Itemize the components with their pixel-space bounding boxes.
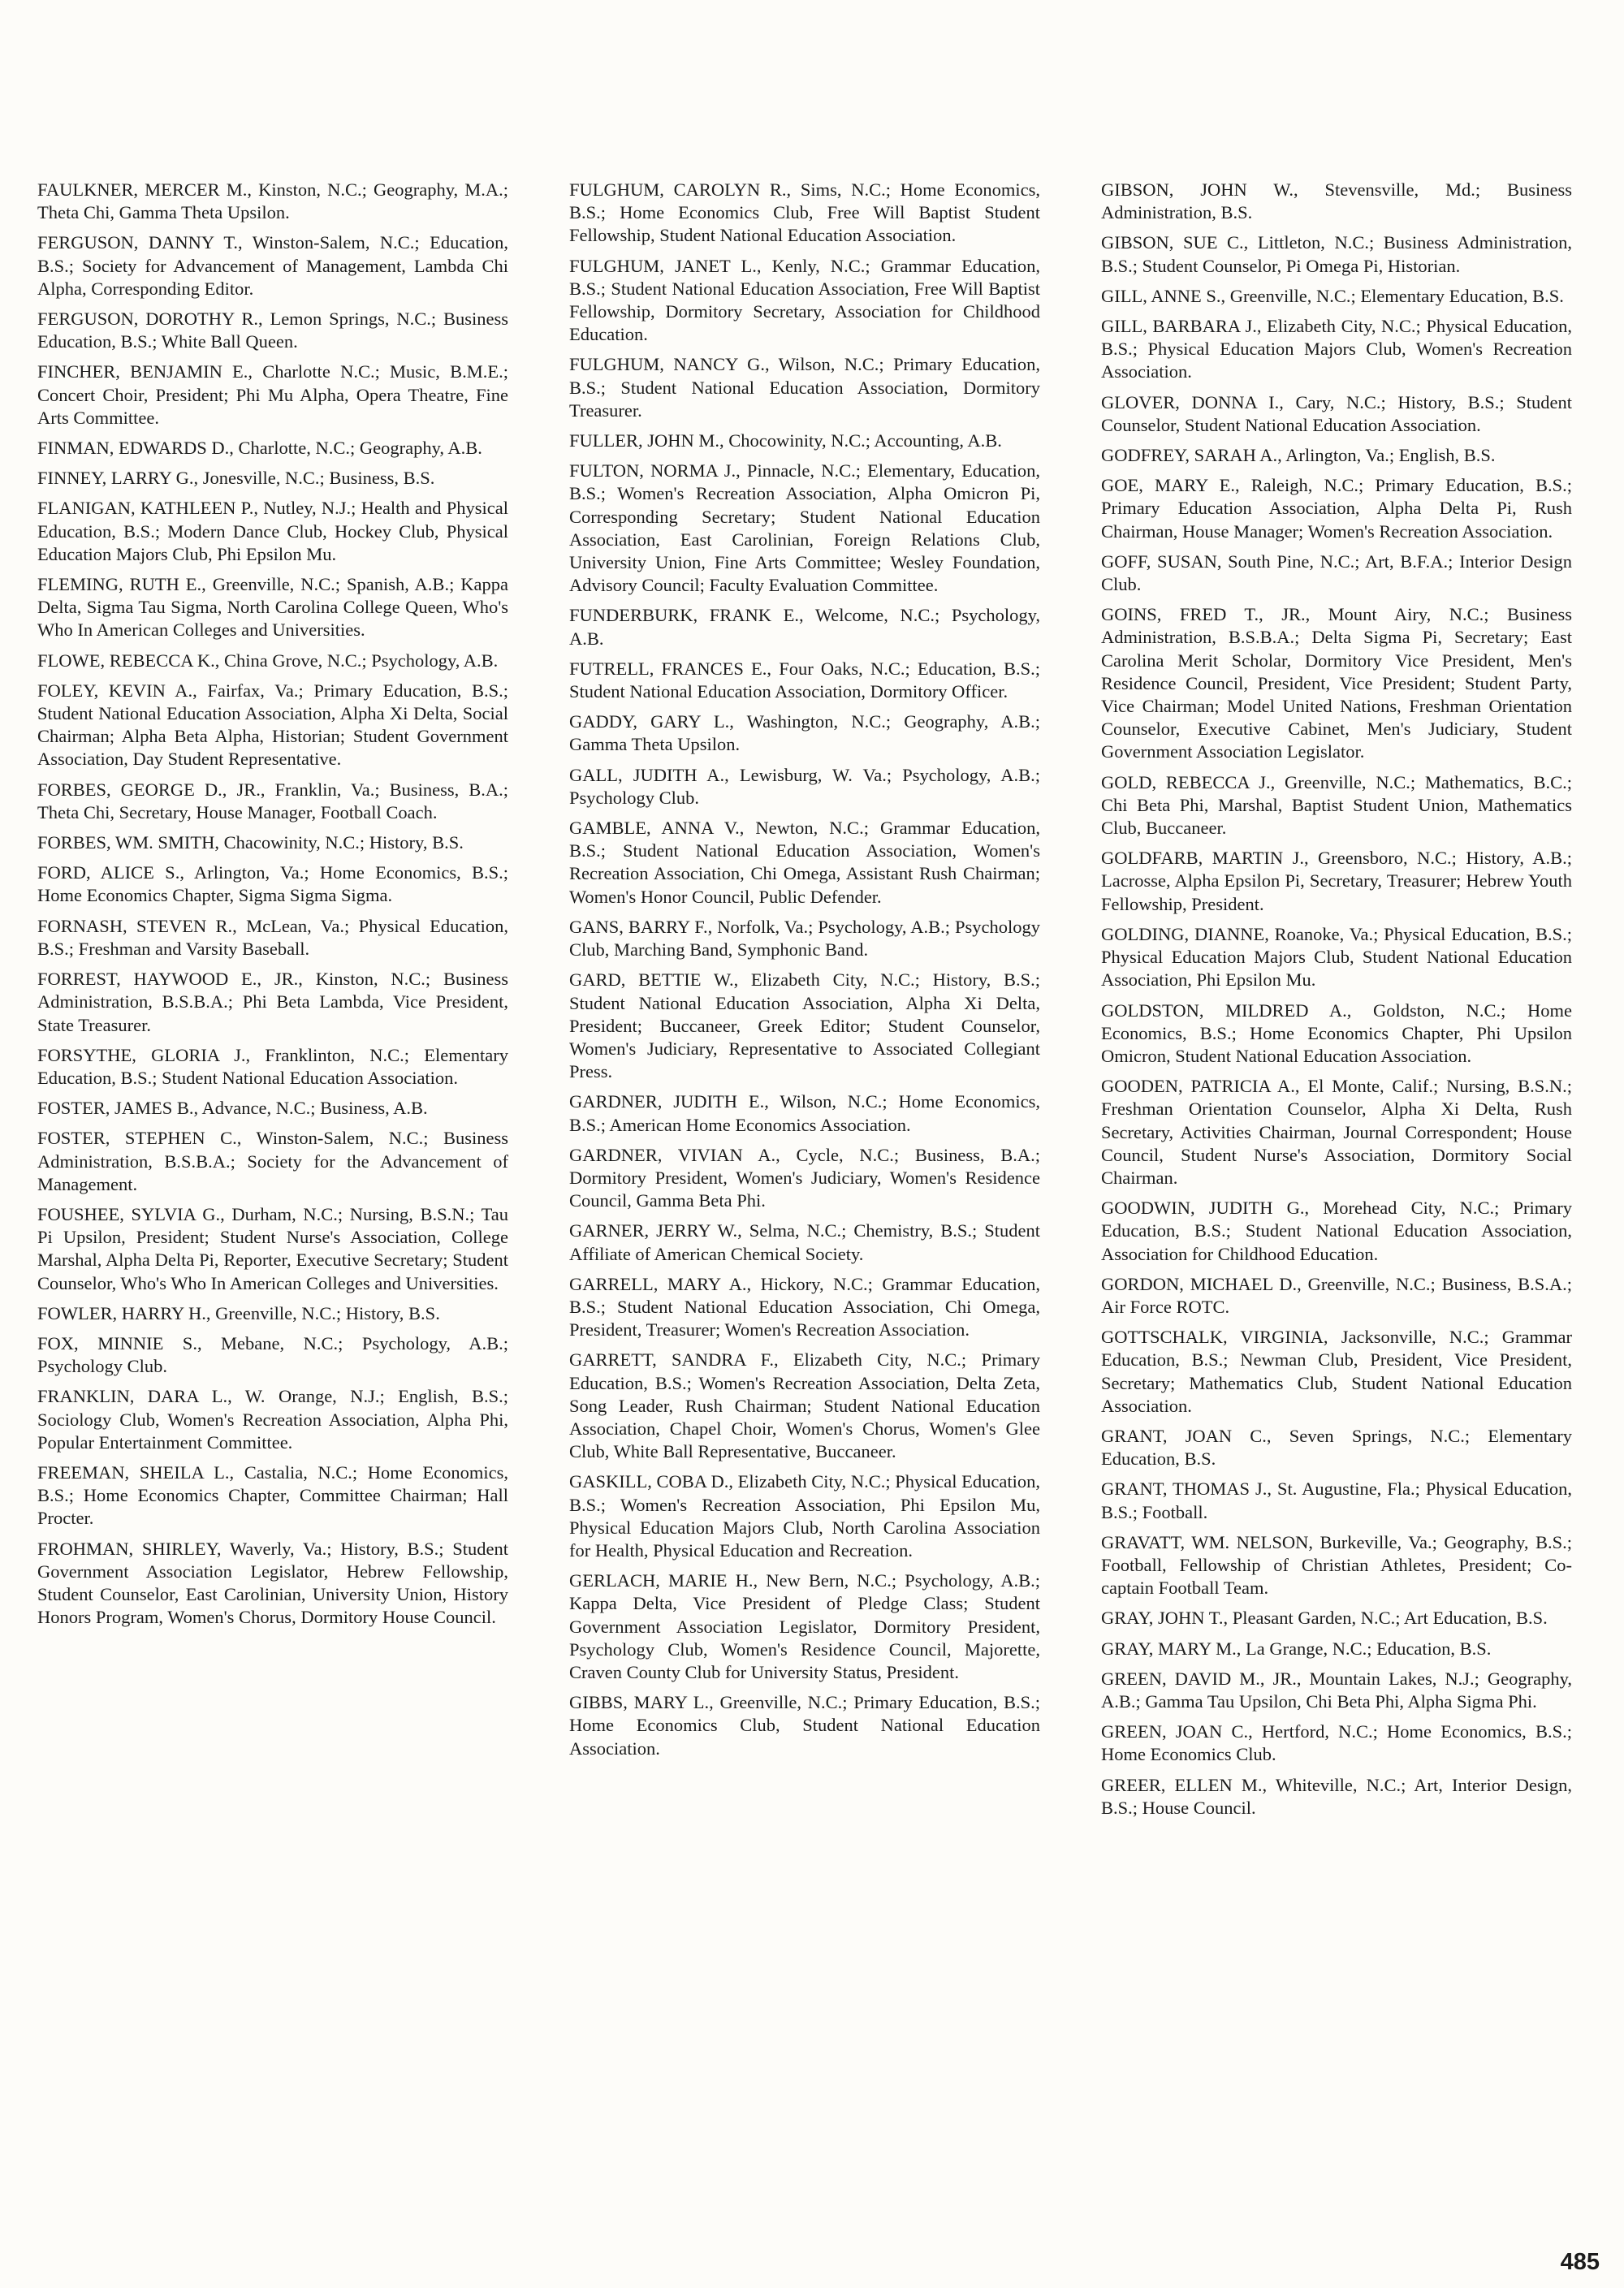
directory-entry: GIBSON, JOHN W., Stevensville, Md.; Business Administration, B.S. xyxy=(1101,179,1572,223)
directory-entry: FOWLER, HARRY H., Greenville, N.C.; History, B.S. xyxy=(37,1302,440,1323)
directory-entry: FORBES, GEORGE D., JR., Franklin, Va.; Business, B.A.; Theta Chi, Secretary, House Manager, Football Coach. xyxy=(37,779,508,822)
directory-entry: GADDY, GARY L., Washington, N.C.; Geography, A.B.; Gamma Theta Upsilon. xyxy=(569,711,1040,755)
directory-entry: GOLDSTON, MILDRED A., Goldston, N.C.; Home Economics, B.S.; Home Economics Chapter, Phi Upsilon Omicron, Student National Education Association. xyxy=(1101,999,1572,1066)
directory-entry: GRAVATT, WM. NELSON, Burkeville, Va.; Geography, B.S.; Football, Fellowship of Christian Athletes, President; Co-captain Football Team. xyxy=(1101,1531,1572,1599)
directory-entry: GARRELL, MARY A., Hickory, N.C.; Grammar Education, B.S.; Student National Education Association, Chi Omega, President, Treasurer; Women's Recreation Association. xyxy=(569,1273,1040,1340)
directory-entry: GILL, BARBARA J., Elizabeth City, N.C.; Physical Education, B.S.; Physical Education Majors Club, Women's Recreation Association. xyxy=(1101,316,1572,382)
directory-entry: GREER, ELLEN M., Whiteville, N.C.; Art, Interior Design, B.S.; House Council. xyxy=(1101,1774,1572,1818)
directory-entry: GOFF, SUSAN, South Pine, N.C.; Art, B.F.A.; Interior Design Club. xyxy=(1101,550,1572,595)
directory-entry: FORNASH, STEVEN R., McLean, Va.; Physical Education, B.S.; Freshman and Varsity Baseball. xyxy=(37,915,508,959)
directory-entry: GOODWIN, JUDITH G., Morehead City, N.C.; Primary Education, B.S.; Student National Education Association, Association for Childhood Education. xyxy=(1101,1198,1572,1264)
directory-entry: GOLDING, DIANNE, Roanoke, Va.; Physical Education, B.S.; Physical Education Majors Club, Student National Education Association, Phi Epsilon Mu. xyxy=(1101,923,1572,991)
directory-entry: FULGHUM, NANCY G., Wilson, N.C.; Primary Education, B.S.; Student National Education Association, Dormitory Treasurer. xyxy=(569,354,1040,421)
directory-entry: GRANT, JOAN C., Seven Springs, N.C.; Elementary Education, B.S. xyxy=(1101,1425,1572,1470)
directory-entry: GERLACH, MARIE H., New Bern, N.C.; Psychology, A.B.; Kappa Delta, Vice President of Pledge Class; Student Government Association Legislator, Dormitory President, Psychology Club, Women's Residence Council, Majorette, Craven County Club for University Status, President. xyxy=(569,1570,1040,1682)
directory-entry: FOLEY, KEVIN A., Fairfax, Va.; Primary Education, B.S.; Student National Education Association, Alpha Xi Delta, Social Chairman; Alpha Beta Alpha, Historian; Student Government Association, Day Student Representative. xyxy=(37,680,508,770)
directory-entry: GOTTSCHALK, VIRGINIA, Jacksonville, N.C.; Grammar Education, B.S.; Newman Club, President, Vice President, Secretary; Mathematics Club, Student National Education Association. xyxy=(1101,1327,1572,1416)
directory-entry: GRAY, MARY M., La Grange, N.C.; Education, B.S. xyxy=(1101,1638,1492,1659)
directory-entry: GORDON, MICHAEL D., Greenville, N.C.; Business, B.S.A.; Air Force ROTC. xyxy=(1101,1273,1572,1317)
directory-entry: GREEN, JOAN C., Hertford, N.C.; Home Economics, B.S.; Home Economics Club. xyxy=(1101,1721,1572,1765)
directory-entry: GIBSON, SUE C., Littleton, N.C.; Business Administration, B.S.; Student Counselor, Pi Omega Pi, Historian. xyxy=(1101,232,1572,276)
directory-entry: FROHMAN, SHIRLEY, Waverly, Va.; History, B.S.; Student Government Association Legislator, Hebrew Fellowship, Student Counselor, East Carolinian, University Union, History Honors Program, Women's Chorus, Dormitory House Council. xyxy=(37,1538,508,1628)
directory-entry: GALL, JUDITH A., Lewisburg, W. Va.; Psychology, A.B.; Psychology Club. xyxy=(569,764,1040,808)
directory-entry: GODFREY, SARAH A., Arlington, Va.; English, B.S. xyxy=(1101,445,1496,466)
directory-entry: GANS, BARRY F., Norfolk, Va.; Psychology, A.B.; Psychology Club, Marching Band, Symphonic Band. xyxy=(569,916,1040,961)
directory-entry: FLANIGAN, KATHLEEN P., Nutley, N.J.; Health and Physical Education, B.S.; Modern Dance Club, Hockey Club, Physical Education Majors Club, Phi Epsilon Mu. xyxy=(37,498,508,564)
directory-entry: GARNER, JERRY W., Selma, N.C.; Chemistry, B.S.; Student Affiliate of American Chemical Society. xyxy=(569,1220,1040,1264)
directory-entry: FULTON, NORMA J., Pinnacle, N.C.; Elementary, Education, B.S.; Women's Recreation Association, Alpha Omicron Pi, Corresponding Secretary; Student National Education Association, East Carolinian, Foreign Relations Club, University Union, Fine Arts Committee; Wesley Foundation, Advisory Council; Faculty Evaluation Committee. xyxy=(569,460,1040,596)
directory-entry: GRANT, THOMAS J., St. Augustine, Fla.; Physical Education, B.S.; Football. xyxy=(1101,1479,1572,1522)
directory-entry: FORSYTHE, GLORIA J., Franklinton, N.C.; Elementary Education, B.S.; Student National Education Association. xyxy=(37,1044,508,1088)
directory-entry: FULGHUM, JANET L., Kenly, N.C.; Grammar Education, B.S.; Student National Education Association, Free Will Baptist Fellowship, Dormitory Secretary, Association for Childhood Education. xyxy=(569,255,1040,345)
directory-entry: GARDNER, JUDITH E., Wilson, N.C.; Home Economics, B.S.; American Home Economics Association. xyxy=(569,1091,1040,1135)
directory-entry: FOUSHEE, SYLVIA G., Durham, N.C.; Nursing, B.S.N.; Tau Pi Upsilon, President; Student Nurse's Association, College Marshal, Alpha Delta Pi, Reporter, Executive Secretary; Student Counselor, Who's Who In American Colleges and Universities. xyxy=(37,1203,508,1293)
column-2 xyxy=(569,179,1040,1768)
directory-entry: FAULKNER, MERCER M., Kinston, N.C.; Geography, M.A.; Theta Chi, Gamma Theta Upsilon. xyxy=(37,179,508,223)
directory-entry: GOODEN, PATRICIA A., El Monte, Calif.; Nursing, B.S.N.; Freshman Orientation Counselor, Alpha Xi Delta, Rush Secretary, Activities Chairman, Journal Correspondent; House Council, Student Nurse's Association, Dormitory Social Chairman. xyxy=(1101,1076,1572,1188)
directory-entry: FULGHUM, CAROLYN R., Sims, N.C.; Home Economics, B.S.; Home Economics Club, Free Will Baptist Student Fellowship, Student National Education Association. xyxy=(569,179,1040,246)
page-number: 485 xyxy=(1560,2249,1600,2275)
directory-entry: FLEMING, RUTH E., Greenville, N.C.; Spanish, A.B.; Kappa Delta, Sigma Tau Sigma, North Carolina College Queen, Who's Who In American Colleges and Universities. xyxy=(37,574,508,641)
directory-entry: GREEN, DAVID M., JR., Mountain Lakes, N.J.; Geography, A.B.; Gamma Tau Upsilon, Chi Beta Phi, Alpha Sigma Phi. xyxy=(1101,1668,1572,1712)
directory-entry: FULLER, JOHN M., Chocowinity, N.C.; Accounting, A.B. xyxy=(569,430,1002,451)
directory-entry: GOLD, REBECCA J., Greenville, N.C.; Mathematics, B.C.; Chi Beta Phi, Marshal, Baptist Student Union, Mathematics Club, Buccaneer. xyxy=(1101,771,1572,839)
directory-entry: FOSTER, STEPHEN C., Winston-Salem, N.C.; Business Administration, B.S.B.A.; Society for the Advancement of Management. xyxy=(37,1128,508,1194)
directory-entry: GARDNER, VIVIAN A., Cycle, N.C.; Business, B.A.; Dormitory President, Women's Judiciary, Women's Residence Council, Gamma Beta Phi. xyxy=(569,1144,1040,1211)
column-1 xyxy=(37,179,508,1636)
directory-entry: FUNDERBURK, FRANK E., Welcome, N.C.; Psychology, A.B. xyxy=(569,605,1040,649)
directory-entry: FUTRELL, FRANCES E., Four Oaks, N.C.; Education, B.S.; Student National Education Association, Dormitory Officer. xyxy=(569,658,1040,702)
directory-entry: GLOVER, DONNA I., Cary, N.C.; History, B.S.; Student Counselor, Student National Education Association. xyxy=(1101,391,1572,435)
directory-entry: FORD, ALICE S., Arlington, Va.; Home Economics, B.S.; Home Economics Chapter, Sigma Sigma Sigma. xyxy=(37,862,508,906)
directory-entry: GASKILL, COBA D., Elizabeth City, N.C.; Physical Education, B.S.; Women's Recreation Association, Phi Epsilon Mu, Physical Education Majors Club, North Carolina Association for Health, Physical Education and Recreation. xyxy=(569,1471,1040,1561)
directory-entry: FREEMAN, SHEILA L., Castalia, N.C.; Home Economics, B.S.; Home Economics Chapter, Committee Chairman; Hall Procter. xyxy=(37,1461,508,1529)
directory-entry: FORBES, WM. SMITH, Chacowinity, N.C.; History, B.S. xyxy=(37,832,464,853)
directory-entry: FINCHER, BENJAMIN E., Charlotte N.C.; Music, B.M.E.; Concert Choir, President; Phi Mu Alpha, Opera Theatre, Fine Arts Committee. xyxy=(37,361,508,428)
directory-entry: FLOWE, REBECCA K., China Grove, N.C.; Psychology, A.B. xyxy=(37,650,499,671)
directory-entry: GAMBLE, ANNA V., Newton, N.C.; Grammar Education, B.S.; Student National Education Association, Women's Recreation Association, Chi Omega, Assistant Rush Chairman; Women's Honor Council, Public Defender. xyxy=(569,818,1040,907)
directory-entry: GOE, MARY E., Raleigh, N.C.; Primary Education, B.S.; Primary Education Association, Alpha Delta Pi, Rush Chairman, House Manager; Women's Recreation Association. xyxy=(1101,475,1572,542)
directory-entry: FINNEY, LARRY G., Jonesville, N.C.; Business, B.S. xyxy=(37,468,435,489)
directory-entry: GILL, ANNE S., Greenville, N.C.; Elementary Education, B.S. xyxy=(1101,285,1564,306)
directory-entry: GRAY, JOHN T., Pleasant Garden, N.C.; Art Education, B.S. xyxy=(1101,1608,1548,1629)
directory-entry: GIBBS, MARY L., Greenville, N.C.; Primary Education, B.S.; Home Economics Club, Student National Education Association. xyxy=(569,1692,1040,1759)
directory-entry: FERGUSON, DOROTHY R., Lemon Springs, N.C.; Business Education, B.S.; White Ball Queen. xyxy=(37,309,508,352)
directory-entry: GOLDFARB, MARTIN J., Greensboro, N.C.; History, A.B.; Lacrosse, Alpha Epsilon Pi, Secretary, Treasurer; Hebrew Youth Fellowship, President. xyxy=(1101,848,1572,914)
directory-entry: FERGUSON, DANNY T., Winston-Salem, N.C.; Education, B.S.; Society for Advancement of Management, Lambda Chi Alpha, Corresponding Editor. xyxy=(37,232,508,299)
directory-entry: FOX, MINNIE S., Mebane, N.C.; Psychology, A.B.; Psychology Club. xyxy=(37,1332,508,1377)
directory-entry: GARRETT, SANDRA F., Elizabeth City, N.C.; Primary Education, B.S.; Women's Recreation Association, Delta Zeta, Song Leader, Rush Chairman; Student National Education Association, Chapel Choir, Women's Chorus, Women's Glee Club, White Ball Representative, Buccaneer. xyxy=(569,1349,1040,1462)
directory-entry: FINMAN, EDWARDS D., Charlotte, N.C.; Geography, A.B. xyxy=(37,438,482,459)
directory-entry: FORREST, HAYWOOD E., JR., Kinston, N.C.; Business Administration, B.S.B.A.; Phi Beta Lambda, Vice President, State Treasurer. xyxy=(37,969,508,1035)
column-3 xyxy=(1101,179,1572,1827)
directory-entry: GOINS, FRED T., JR., Mount Airy, N.C.; Business Administration, B.S.B.A.; Delta Sigma Pi, Secretary; East Carolina Merit Scholar, Dormitory Vice President, Men's Residence Council, President, Vice President; Student Party, Vice Chairman; Model United Nations, Freshman Orientation Counselor, Executive Cabinet, Men's Judiciary, Student Government Association Legislator. xyxy=(1101,604,1572,762)
directory-entry: FOSTER, JAMES B., Advance, N.C.; Business, A.B. xyxy=(37,1098,428,1119)
directory-entry: FRANKLIN, DARA L., W. Orange, N.J.; English, B.S.; Sociology Club, Women's Recreation Association, Alpha Phi, Popular Entertainment Committee. xyxy=(37,1386,508,1453)
directory-entry: GARD, BETTIE W., Elizabeth City, N.C.; History, B.S.; Student National Education Association, Alpha Xi Delta, President; Buccaneer, Greek Editor; Student Counselor, Women's Judiciary, Representative to Associated Collegiant Press. xyxy=(569,969,1040,1082)
